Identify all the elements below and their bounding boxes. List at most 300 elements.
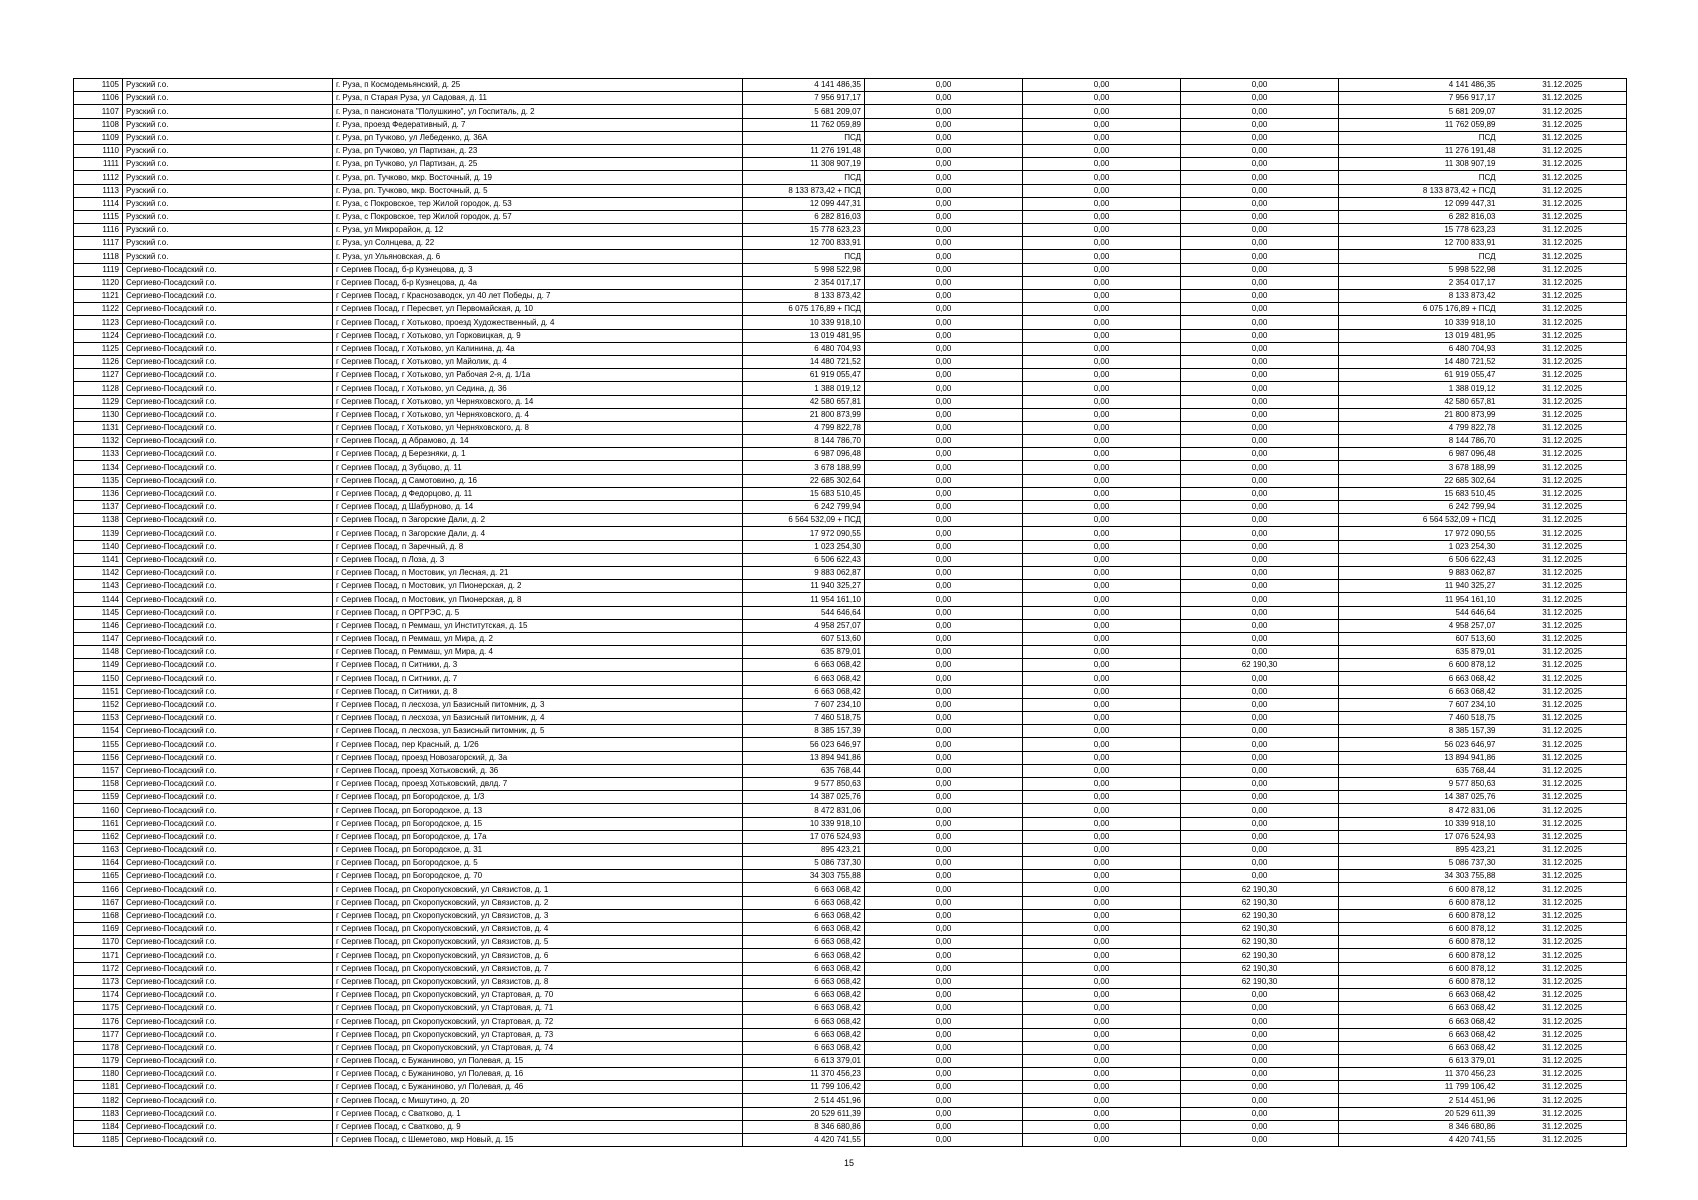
value-2-cell: 0,00: [1023, 501, 1181, 514]
value-3-cell: 0,00: [1181, 118, 1339, 131]
address-cell: г Сергиев Посад, п Мостовик, ул Пионерская, д. 8: [333, 593, 743, 606]
table-row: [74, 843, 1627, 856]
table-row: [74, 435, 1627, 448]
table-row: [74, 606, 1627, 619]
value-2-cell: 0,00: [1023, 936, 1181, 949]
row-number: 1180: [74, 1068, 123, 1081]
row-number: 1150: [74, 672, 123, 685]
address-cell: г Сергиев Посад, г Хотьково, ул Калинина, д. 4а: [333, 342, 743, 355]
total-cell: 8 385 157,39: [1339, 725, 1499, 738]
value-3-cell: 0,00: [1181, 1081, 1339, 1094]
value-1-cell: 0,00: [865, 1068, 1023, 1081]
deadline-cell: 31.12.2025: [1499, 593, 1627, 606]
value-2-cell: 0,00: [1023, 237, 1181, 250]
value-3-cell: 0,00: [1181, 395, 1339, 408]
address-cell: г. Руза, рп. Тучково, мкр. Восточный, д. 5: [333, 184, 743, 197]
address-cell: г Сергиев Посад, рп Богородское, д. 70: [333, 870, 743, 883]
address-cell: г. Руза, рп Тучково, ул Партизан, д. 25: [333, 158, 743, 171]
total-cell: 6 613 379,01: [1339, 1054, 1499, 1067]
row-number: 1185: [74, 1134, 123, 1147]
value-3-cell: 62 190,30: [1181, 659, 1339, 672]
municipality-cell: Рузский г.о.: [123, 79, 333, 92]
value-3-cell: 0,00: [1181, 738, 1339, 751]
address-cell: г Сергиев Посад, п Ситники, д. 3: [333, 659, 743, 672]
value-3-cell: 0,00: [1181, 830, 1339, 843]
total-cell: 2 354 017,17: [1339, 276, 1499, 289]
municipality-cell: Сергиево-Посадский г.о.: [123, 1107, 333, 1120]
total-cell: 11 954 161,10: [1339, 593, 1499, 606]
row-number: 1113: [74, 184, 123, 197]
value-1-cell: 0,00: [865, 210, 1023, 223]
table-row: [74, 355, 1627, 368]
municipality-cell: Рузский г.о.: [123, 92, 333, 105]
municipality-cell: Сергиево-Посадский г.о.: [123, 830, 333, 843]
value-2-cell: 0,00: [1023, 118, 1181, 131]
deadline-cell: 31.12.2025: [1499, 553, 1627, 566]
deadline-cell: 31.12.2025: [1499, 566, 1627, 579]
total-cell: 15 778 623,23: [1339, 224, 1499, 237]
value-3-cell: 0,00: [1181, 237, 1339, 250]
municipality-cell: Сергиево-Посадский г.о.: [123, 1068, 333, 1081]
address-cell: г Сергиев Посад, с Бужаниново, ул Полевая, д. 15: [333, 1054, 743, 1067]
row-number: 1135: [74, 474, 123, 487]
municipality-cell: Сергиево-Посадский г.о.: [123, 619, 333, 632]
address-cell: г Сергиев Посад, п Реммаш, ул Мира, д. 2: [333, 632, 743, 645]
municipality-cell: Сергиево-Посадский г.о.: [123, 435, 333, 448]
value-3-cell: 0,00: [1181, 92, 1339, 105]
municipality-cell: Сергиево-Посадский г.о.: [123, 593, 333, 606]
value-3-cell: 0,00: [1181, 144, 1339, 157]
municipality-cell: Сергиево-Посадский г.о.: [123, 698, 333, 711]
value-1-cell: 0,00: [865, 395, 1023, 408]
value-1-cell: 0,00: [865, 224, 1023, 237]
municipality-cell: Сергиево-Посадский г.о.: [123, 1120, 333, 1133]
table-row: [74, 553, 1627, 566]
value-3-cell: 0,00: [1181, 685, 1339, 698]
municipality-cell: Сергиево-Посадский г.о.: [123, 843, 333, 856]
address-cell: г Сергиев Посад, п лесхоза, ул Базисный питомник, д. 4: [333, 712, 743, 725]
total-cell: 11 762 059,89: [1339, 118, 1499, 131]
deadline-cell: 31.12.2025: [1499, 1054, 1627, 1067]
total-cell: 6 564 532,09 + ПСД: [1339, 514, 1499, 527]
row-number: 1109: [74, 131, 123, 144]
row-number: 1127: [74, 369, 123, 382]
value-2-cell: 0,00: [1023, 553, 1181, 566]
cost-cell: 544 646,64: [743, 606, 865, 619]
value-3-cell: 0,00: [1181, 791, 1339, 804]
value-1-cell: 0,00: [865, 1081, 1023, 1094]
value-3-cell: 0,00: [1181, 303, 1339, 316]
municipality-cell: Рузский г.о.: [123, 250, 333, 263]
municipality-cell: Сергиево-Посадский г.о.: [123, 725, 333, 738]
deadline-cell: 31.12.2025: [1499, 830, 1627, 843]
municipality-cell: Рузский г.о.: [123, 144, 333, 157]
value-2-cell: 0,00: [1023, 474, 1181, 487]
value-2-cell: 0,00: [1023, 646, 1181, 659]
municipality-cell: Сергиево-Посадский г.о.: [123, 1041, 333, 1054]
row-number: 1169: [74, 923, 123, 936]
value-3-cell: 0,00: [1181, 764, 1339, 777]
value-1-cell: 0,00: [865, 909, 1023, 922]
total-cell: 14 387 025,76: [1339, 791, 1499, 804]
cost-cell: 6 663 068,42: [743, 962, 865, 975]
total-cell: 544 646,64: [1339, 606, 1499, 619]
deadline-cell: 31.12.2025: [1499, 1041, 1627, 1054]
municipality-cell: Рузский г.о.: [123, 237, 333, 250]
value-3-cell: 0,00: [1181, 210, 1339, 223]
cost-cell: 22 685 302,64: [743, 474, 865, 487]
value-2-cell: 0,00: [1023, 461, 1181, 474]
municipality-cell: Сергиево-Посадский г.о.: [123, 263, 333, 276]
table-row: [74, 791, 1627, 804]
address-cell: г Сергиев Посад, п Лоза, д. 3: [333, 553, 743, 566]
address-cell: г Сергиев Посад, проезд Новозагорский, д. 3а: [333, 751, 743, 764]
value-2-cell: 0,00: [1023, 540, 1181, 553]
municipality-cell: Сергиево-Посадский г.о.: [123, 777, 333, 790]
table-row: [74, 646, 1627, 659]
deadline-cell: 31.12.2025: [1499, 870, 1627, 883]
data-table: [73, 78, 1627, 1147]
total-cell: 10 339 918,10: [1339, 817, 1499, 830]
table-row: [74, 896, 1627, 909]
value-3-cell: 0,00: [1181, 461, 1339, 474]
address-cell: г Сергиев Посад, п Ситники, д. 8: [333, 685, 743, 698]
deadline-cell: 31.12.2025: [1499, 843, 1627, 856]
deadline-cell: 31.12.2025: [1499, 342, 1627, 355]
deadline-cell: 31.12.2025: [1499, 105, 1627, 118]
table-row: [74, 303, 1627, 316]
municipality-cell: Сергиево-Посадский г.о.: [123, 461, 333, 474]
value-2-cell: 0,00: [1023, 92, 1181, 105]
value-1-cell: 0,00: [865, 777, 1023, 790]
value-2-cell: 0,00: [1023, 303, 1181, 316]
address-cell: г Сергиев Посад, г Хотьково, ул Рабочая 2-я, д. 1/1а: [333, 369, 743, 382]
value-2-cell: 0,00: [1023, 421, 1181, 434]
address-cell: г Сергиев Посад, рп Богородское, д. 15: [333, 817, 743, 830]
municipality-cell: Сергиево-Посадский г.о.: [123, 764, 333, 777]
value-2-cell: 0,00: [1023, 580, 1181, 593]
row-number: 1184: [74, 1120, 123, 1133]
total-cell: 6 663 068,42: [1339, 1002, 1499, 1015]
row-number: 1160: [74, 804, 123, 817]
total-cell: 4 799 822,78: [1339, 421, 1499, 434]
address-cell: г Сергиев Посад, рп Скоропусковский, ул Связистов, д. 7: [333, 962, 743, 975]
municipality-cell: Сергиево-Посадский г.о.: [123, 408, 333, 421]
value-2-cell: 0,00: [1023, 158, 1181, 171]
municipality-cell: Сергиево-Посадский г.о.: [123, 448, 333, 461]
value-1-cell: 0,00: [865, 329, 1023, 342]
total-cell: 5 681 209,07: [1339, 105, 1499, 118]
cost-cell: 4 799 822,78: [743, 421, 865, 434]
table-row: [74, 751, 1627, 764]
row-number: 1133: [74, 448, 123, 461]
address-cell: г Сергиев Посад, рп Скоропусковский, ул Связистов, д. 1: [333, 883, 743, 896]
value-3-cell: 0,00: [1181, 606, 1339, 619]
table-row: [74, 830, 1627, 843]
deadline-cell: 31.12.2025: [1499, 725, 1627, 738]
municipality-cell: Сергиево-Посадский г.о.: [123, 527, 333, 540]
total-cell: 6 663 068,42: [1339, 988, 1499, 1001]
total-cell: 6 600 878,12: [1339, 923, 1499, 936]
cost-cell: 12 700 833,91: [743, 237, 865, 250]
municipality-cell: Сергиево-Посадский г.о.: [123, 382, 333, 395]
value-1-cell: 0,00: [865, 184, 1023, 197]
deadline-cell: 31.12.2025: [1499, 883, 1627, 896]
total-cell: 6 600 878,12: [1339, 975, 1499, 988]
value-1-cell: 0,00: [865, 962, 1023, 975]
cost-cell: 42 580 657,81: [743, 395, 865, 408]
deadline-cell: 31.12.2025: [1499, 923, 1627, 936]
total-cell: 11 799 106,42: [1339, 1081, 1499, 1094]
table-row: [74, 382, 1627, 395]
table-row: [74, 1094, 1627, 1107]
row-number: 1132: [74, 435, 123, 448]
cost-cell: 6 663 068,42: [743, 896, 865, 909]
total-cell: 6 600 878,12: [1339, 909, 1499, 922]
row-number: 1170: [74, 936, 123, 949]
total-cell: 9 883 062,87: [1339, 566, 1499, 579]
value-1-cell: 0,00: [865, 553, 1023, 566]
deadline-cell: 31.12.2025: [1499, 369, 1627, 382]
total-cell: 17 972 090,55: [1339, 527, 1499, 540]
deadline-cell: 31.12.2025: [1499, 448, 1627, 461]
cost-cell: 6 075 176,89 + ПСД: [743, 303, 865, 316]
deadline-cell: 31.12.2025: [1499, 329, 1627, 342]
cost-cell: 8 133 873,42: [743, 290, 865, 303]
table-row: [74, 487, 1627, 500]
value-1-cell: 0,00: [865, 896, 1023, 909]
municipality-cell: Сергиево-Посадский г.о.: [123, 712, 333, 725]
cost-cell: 13 894 941,86: [743, 751, 865, 764]
value-1-cell: 0,00: [865, 197, 1023, 210]
address-cell: г Сергиев Посад, б-р Кузнецова, д. 3: [333, 263, 743, 276]
municipality-cell: Рузский г.о.: [123, 171, 333, 184]
value-3-cell: 62 190,30: [1181, 949, 1339, 962]
value-1-cell: 0,00: [865, 580, 1023, 593]
total-cell: 10 339 918,10: [1339, 316, 1499, 329]
row-number: 1163: [74, 843, 123, 856]
row-number: 1147: [74, 632, 123, 645]
municipality-cell: Рузский г.о.: [123, 184, 333, 197]
value-2-cell: 0,00: [1023, 355, 1181, 368]
row-number: 1130: [74, 408, 123, 421]
table-body: [74, 79, 1627, 1147]
value-2-cell: 0,00: [1023, 197, 1181, 210]
table-row: [74, 804, 1627, 817]
deadline-cell: 31.12.2025: [1499, 777, 1627, 790]
value-2-cell: 0,00: [1023, 593, 1181, 606]
value-3-cell: 0,00: [1181, 777, 1339, 790]
deadline-cell: 31.12.2025: [1499, 171, 1627, 184]
value-1-cell: 0,00: [865, 369, 1023, 382]
value-2-cell: 0,00: [1023, 751, 1181, 764]
deadline-cell: 31.12.2025: [1499, 1015, 1627, 1028]
value-3-cell: 0,00: [1181, 1041, 1339, 1054]
cost-cell: 11 370 456,23: [743, 1068, 865, 1081]
table-row: [74, 501, 1627, 514]
value-1-cell: 0,00: [865, 712, 1023, 725]
value-1-cell: 0,00: [865, 540, 1023, 553]
municipality-cell: Рузский г.о.: [123, 118, 333, 131]
table-row: [74, 883, 1627, 896]
value-1-cell: 0,00: [865, 883, 1023, 896]
municipality-cell: Сергиево-Посадский г.о.: [123, 276, 333, 289]
total-cell: 12 700 833,91: [1339, 237, 1499, 250]
row-number: 1166: [74, 883, 123, 896]
address-cell: г Сергиев Посад, г Хотьково, ул Черняховского, д. 8: [333, 421, 743, 434]
deadline-cell: 31.12.2025: [1499, 79, 1627, 92]
cost-cell: 34 303 755,88: [743, 870, 865, 883]
row-number: 1149: [74, 659, 123, 672]
row-number: 1143: [74, 580, 123, 593]
total-cell: 6 987 096,48: [1339, 448, 1499, 461]
value-1-cell: 0,00: [865, 1054, 1023, 1067]
municipality-cell: Сергиево-Посадский г.о.: [123, 646, 333, 659]
value-1-cell: 0,00: [865, 382, 1023, 395]
cost-cell: 6 663 068,42: [743, 936, 865, 949]
value-1-cell: 0,00: [865, 1120, 1023, 1133]
total-cell: 7 460 518,75: [1339, 712, 1499, 725]
value-2-cell: 0,00: [1023, 870, 1181, 883]
cost-cell: 12 099 447,31: [743, 197, 865, 210]
value-3-cell: 0,00: [1181, 857, 1339, 870]
address-cell: г Сергиев Посад, г Хотьково, проезд Художественный, д. 4: [333, 316, 743, 329]
municipality-cell: Сергиево-Посадский г.о.: [123, 395, 333, 408]
value-1-cell: 0,00: [865, 461, 1023, 474]
row-number: 1159: [74, 791, 123, 804]
municipality-cell: Сергиево-Посадский г.о.: [123, 857, 333, 870]
municipality-cell: Рузский г.о.: [123, 224, 333, 237]
table-row: [74, 593, 1627, 606]
municipality-cell: Сергиево-Посадский г.о.: [123, 566, 333, 579]
municipality-cell: Сергиево-Посадский г.о.: [123, 1134, 333, 1147]
value-2-cell: 0,00: [1023, 290, 1181, 303]
address-cell: г Сергиев Посад, рп Скоропусковский, ул Стартовая, д. 70: [333, 988, 743, 1001]
deadline-cell: 31.12.2025: [1499, 712, 1627, 725]
address-cell: г Сергиев Посад, г Хотьково, ул Седина, д. 36: [333, 382, 743, 395]
value-2-cell: 0,00: [1023, 1081, 1181, 1094]
municipality-cell: Сергиево-Посадский г.о.: [123, 487, 333, 500]
cost-cell: 607 513,60: [743, 632, 865, 645]
cost-cell: 20 529 611,39: [743, 1107, 865, 1120]
value-1-cell: 0,00: [865, 975, 1023, 988]
value-3-cell: 0,00: [1181, 487, 1339, 500]
table-row: [74, 1041, 1627, 1054]
value-1-cell: 0,00: [865, 672, 1023, 685]
value-1-cell: 0,00: [865, 448, 1023, 461]
total-cell: 34 303 755,88: [1339, 870, 1499, 883]
total-cell: 6 506 622,43: [1339, 553, 1499, 566]
address-cell: г Сергиев Посад, п Загорские Дали, д. 4: [333, 527, 743, 540]
value-2-cell: 0,00: [1023, 487, 1181, 500]
total-cell: 607 513,60: [1339, 632, 1499, 645]
cost-cell: 7 460 518,75: [743, 712, 865, 725]
deadline-cell: 31.12.2025: [1499, 857, 1627, 870]
value-3-cell: 0,00: [1181, 290, 1339, 303]
cost-cell: 7 607 234,10: [743, 698, 865, 711]
row-number: 1106: [74, 92, 123, 105]
row-number: 1137: [74, 501, 123, 514]
total-cell: 8 133 873,42: [1339, 290, 1499, 303]
value-1-cell: 0,00: [865, 316, 1023, 329]
value-1-cell: 0,00: [865, 857, 1023, 870]
municipality-cell: Рузский г.о.: [123, 131, 333, 144]
value-1-cell: 0,00: [865, 791, 1023, 804]
total-cell: 15 683 510,45: [1339, 487, 1499, 500]
address-cell: г. Руза, рп Тучково, ул Лебеденко, д. 36А: [333, 131, 743, 144]
value-2-cell: 0,00: [1023, 250, 1181, 263]
value-3-cell: 0,00: [1181, 843, 1339, 856]
address-cell: г Сергиев Посад, рп Скоропусковский, ул Связистов, д. 2: [333, 896, 743, 909]
value-1-cell: 0,00: [865, 514, 1023, 527]
table-row: [74, 857, 1627, 870]
value-3-cell: 0,00: [1181, 566, 1339, 579]
total-cell: 11 940 325,27: [1339, 580, 1499, 593]
address-cell: г Сергиев Посад, рп Скоропусковский, ул Связистов, д. 4: [333, 923, 743, 936]
row-number: 1172: [74, 962, 123, 975]
deadline-cell: 31.12.2025: [1499, 1094, 1627, 1107]
municipality-cell: Рузский г.о.: [123, 210, 333, 223]
deadline-cell: 31.12.2025: [1499, 764, 1627, 777]
deadline-cell: 31.12.2025: [1499, 131, 1627, 144]
cost-cell: 6 242 799,94: [743, 501, 865, 514]
row-number: 1139: [74, 527, 123, 540]
cost-cell: 4 420 741,55: [743, 1134, 865, 1147]
table-row: [74, 909, 1627, 922]
table-row: [74, 1081, 1627, 1094]
total-cell: 4 420 741,55: [1339, 1134, 1499, 1147]
address-cell: г Сергиев Посад, г Хотьково, ул Майолик, д. 4: [333, 355, 743, 368]
value-2-cell: 0,00: [1023, 988, 1181, 1001]
address-cell: г. Руза, рп Тучково, ул Партизан, д. 23: [333, 144, 743, 157]
table-row: [74, 408, 1627, 421]
total-cell: 61 919 055,47: [1339, 369, 1499, 382]
address-cell: г. Руза, ул Ульяновская, д. 6: [333, 250, 743, 263]
deadline-cell: 31.12.2025: [1499, 791, 1627, 804]
value-3-cell: 62 190,30: [1181, 909, 1339, 922]
table-row: [74, 1015, 1627, 1028]
row-number: 1141: [74, 553, 123, 566]
deadline-cell: 31.12.2025: [1499, 474, 1627, 487]
municipality-cell: Рузский г.о.: [123, 105, 333, 118]
address-cell: г. Руза, проезд Федеративный, д. 7: [333, 118, 743, 131]
table-row: [74, 1107, 1627, 1120]
cost-cell: 1 388 019,12: [743, 382, 865, 395]
value-1-cell: 0,00: [865, 659, 1023, 672]
municipality-cell: Сергиево-Посадский г.о.: [123, 606, 333, 619]
municipality-cell: Сергиево-Посадский г.о.: [123, 1002, 333, 1015]
address-cell: г Сергиев Посад, д Зубцово, д. 11: [333, 461, 743, 474]
cost-cell: 6 987 096,48: [743, 448, 865, 461]
deadline-cell: 31.12.2025: [1499, 988, 1627, 1001]
value-1-cell: 0,00: [865, 290, 1023, 303]
value-3-cell: 0,00: [1181, 1068, 1339, 1081]
value-1-cell: 0,00: [865, 1094, 1023, 1107]
total-cell: 8 133 873,42 + ПСД: [1339, 184, 1499, 197]
value-3-cell: 0,00: [1181, 131, 1339, 144]
table-row: [74, 92, 1627, 105]
deadline-cell: 31.12.2025: [1499, 1134, 1627, 1147]
cost-cell: 8 133 873,42 + ПСД: [743, 184, 865, 197]
table-row: [74, 962, 1627, 975]
cost-cell: 5 086 737,30: [743, 857, 865, 870]
address-cell: г Сергиев Посад, проезд Хотьковский, д. 36: [333, 764, 743, 777]
deadline-cell: 31.12.2025: [1499, 580, 1627, 593]
address-cell: г Сергиев Посад, пер Красный, д. 1/26: [333, 738, 743, 751]
value-2-cell: 0,00: [1023, 909, 1181, 922]
table-row: [74, 329, 1627, 342]
value-1-cell: 0,00: [865, 593, 1023, 606]
